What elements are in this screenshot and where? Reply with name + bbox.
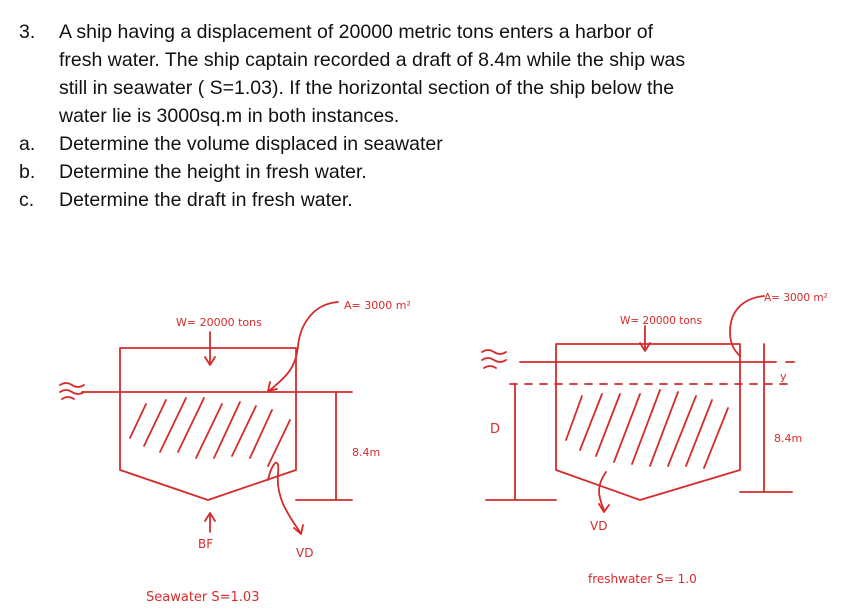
left-vd-label: VD	[296, 546, 314, 560]
right-hatching	[566, 390, 728, 468]
left-waterline-symbol	[60, 383, 84, 399]
right-y-label: y	[780, 370, 787, 383]
left-draft-label: 8.4m	[352, 446, 381, 459]
right-weight-label: W= 20000 tons	[620, 315, 702, 327]
problem-number: 3.	[19, 21, 36, 43]
left-weight-label: W= 20000 tons	[176, 316, 262, 329]
left-fluid-label: Seawater S=1.03	[146, 590, 260, 605]
left-vd-leader	[268, 463, 300, 532]
left-bf-label: BF	[198, 537, 214, 551]
left-diagram	[60, 302, 352, 534]
right-diagram	[482, 296, 794, 512]
right-fluid-label: freshwater S= 1.0	[588, 572, 697, 586]
left-area-label: A= 3000 m²	[344, 299, 411, 312]
right-waterline-symbol	[482, 350, 506, 368]
right-area-leader	[730, 296, 764, 356]
right-draft-label: 8.4m	[774, 432, 803, 445]
left-hatching	[130, 398, 290, 466]
right-d-label: D	[490, 422, 501, 437]
right-area-label: A= 3000 m²	[764, 292, 828, 304]
right-vd-label: VD	[590, 519, 608, 533]
left-area-leader	[270, 302, 338, 390]
left-ship-hull	[120, 348, 296, 500]
